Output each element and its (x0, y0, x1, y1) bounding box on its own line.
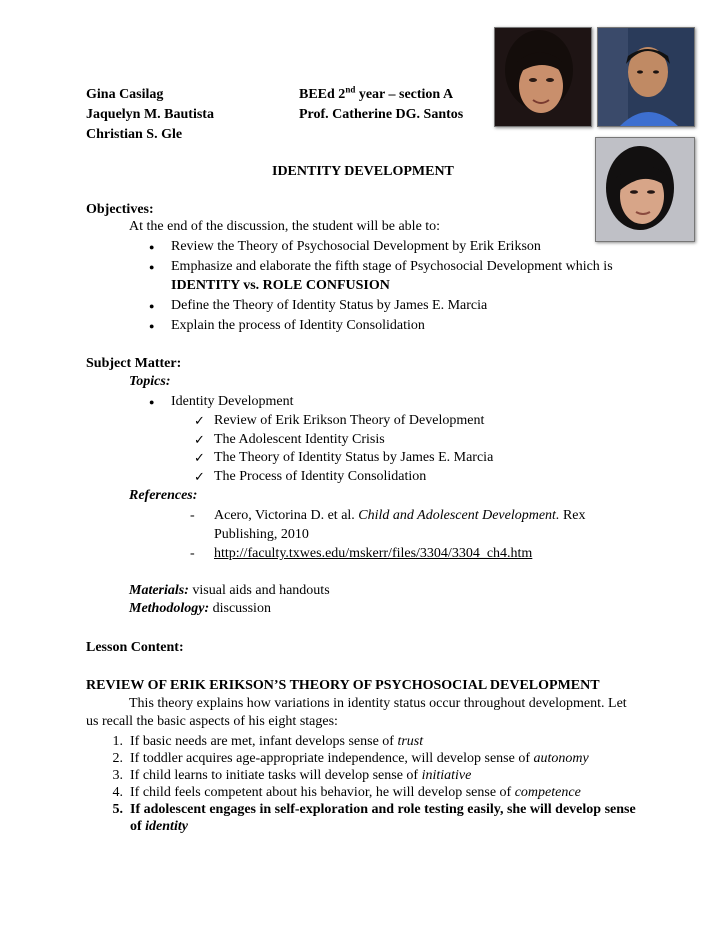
section-title: REVIEW OF ERIK ERIKSON’S THEORY OF PSYCHOSOCIAL DEVELOPMENT (86, 678, 600, 693)
references-label: References: (129, 488, 198, 503)
subject-matter-heading: Subject Matter: (86, 356, 182, 371)
professor: Prof. Catherine DG. Santos (299, 107, 464, 122)
objective-item-emphasis: IDENTITY vs. ROLE CONFUSION (171, 278, 390, 293)
objective-item: ● Emphasize and elaborate the fifth stage of Psychosocial Development which is (171, 258, 613, 276)
reference-1-publisher: Rex (559, 508, 586, 523)
stage-text: If basic needs are met, infant develops sense of (130, 734, 398, 749)
subtopic-item: ✓ The Theory of Identity Status by James E. Marcia (214, 449, 493, 467)
reference-1-title: Child and Adolescent Development. (358, 508, 560, 523)
materials-value: visual aids and handouts (188, 583, 330, 598)
course-suffix: year – section A (355, 87, 454, 102)
reference-2-link[interactable]: http://faculty.txwes.edu/mskerr/files/3304/3304_ch4.htm (214, 546, 533, 561)
materials-line (129, 582, 330, 600)
subtopic-item: ✓ Review of Erik Erikson Theory of Development (214, 412, 484, 430)
materials-label: Materials: (129, 583, 189, 598)
course-line (299, 86, 453, 104)
stage-5-emphasis: identity (145, 819, 188, 834)
methodology-label: Methodology: (129, 601, 210, 616)
photo-boy-image (598, 28, 694, 126)
document-title: IDENTITY DEVELOPMENT (272, 164, 454, 179)
photo-boy (597, 27, 695, 127)
photo-girl-image (495, 28, 591, 126)
stage-number: 5. (112, 802, 123, 817)
reference-1-line2: Publishing, 2010 (214, 527, 309, 542)
reference-2 (214, 545, 532, 563)
stage-emphasis: initiative (421, 768, 472, 783)
reference-1 (214, 507, 586, 525)
stage-emphasis: autonomy (533, 751, 589, 766)
photo-woman-image (596, 138, 694, 241)
topics-label: Topics: (129, 374, 171, 389)
methodology-value: discussion (209, 601, 271, 616)
course-prefix: BEEd 2 (299, 87, 346, 102)
stage-5-line2 (130, 818, 188, 836)
photo-girl (494, 27, 592, 127)
objective-item: ● Explain the process of Identity Consolidation (171, 317, 425, 335)
stage-5-prefix: of (130, 819, 146, 834)
photo-woman (595, 137, 695, 242)
stage-emphasis: trust (397, 734, 424, 749)
stage-text: If child learns to initiate tasks will develop sense of (130, 768, 422, 783)
stage-text: If child feels competent about his behavior, he will develop sense of (130, 785, 515, 800)
objective-item: ● Define the Theory of Identity Status by James E. Marcia (171, 297, 487, 315)
methodology-line (129, 600, 271, 618)
reference-1-authors: Acero, Victorina D. et al. (214, 508, 359, 523)
objectives-intro: At the end of the discussion, the student will be able to: (129, 219, 441, 234)
lesson-content-heading: Lesson Content: (86, 640, 184, 655)
subtopic-item: ✓ The Adolescent Identity Crisis (214, 431, 385, 449)
author-1: Gina Casilag (86, 87, 164, 102)
objectives-heading: Objectives: (86, 202, 154, 217)
stage-emphasis: competence (514, 785, 581, 800)
author-2: Jaquelyn M. Bautista (86, 107, 214, 122)
subtopic-item: ✓ The Process of Identity Consolidation (214, 468, 426, 486)
author-3: Christian S. Gle (86, 127, 183, 142)
paragraph-line-1: This theory explains how variations in identity status occur throughout development. Let (129, 696, 627, 711)
stage-text: If toddler acquires age-appropriate independence, will develop sense of (130, 751, 534, 766)
course-sup: nd (345, 84, 356, 95)
stage-number: 2. (112, 751, 123, 766)
stage-number: 3. (112, 768, 123, 783)
topic-item: ● Identity Development (171, 393, 293, 411)
objective-item: ● Review the Theory of Psychosocial Development by Erik Erikson (171, 238, 541, 256)
paragraph-line-2: us recall the basic aspects of his eight stages: (86, 714, 338, 729)
stage-number: 4. (112, 785, 123, 800)
stage-5-text: If adolescent engages in self-exploration and role testing easily, she will develop sense (130, 802, 636, 817)
stage-number: 1. (112, 734, 123, 749)
